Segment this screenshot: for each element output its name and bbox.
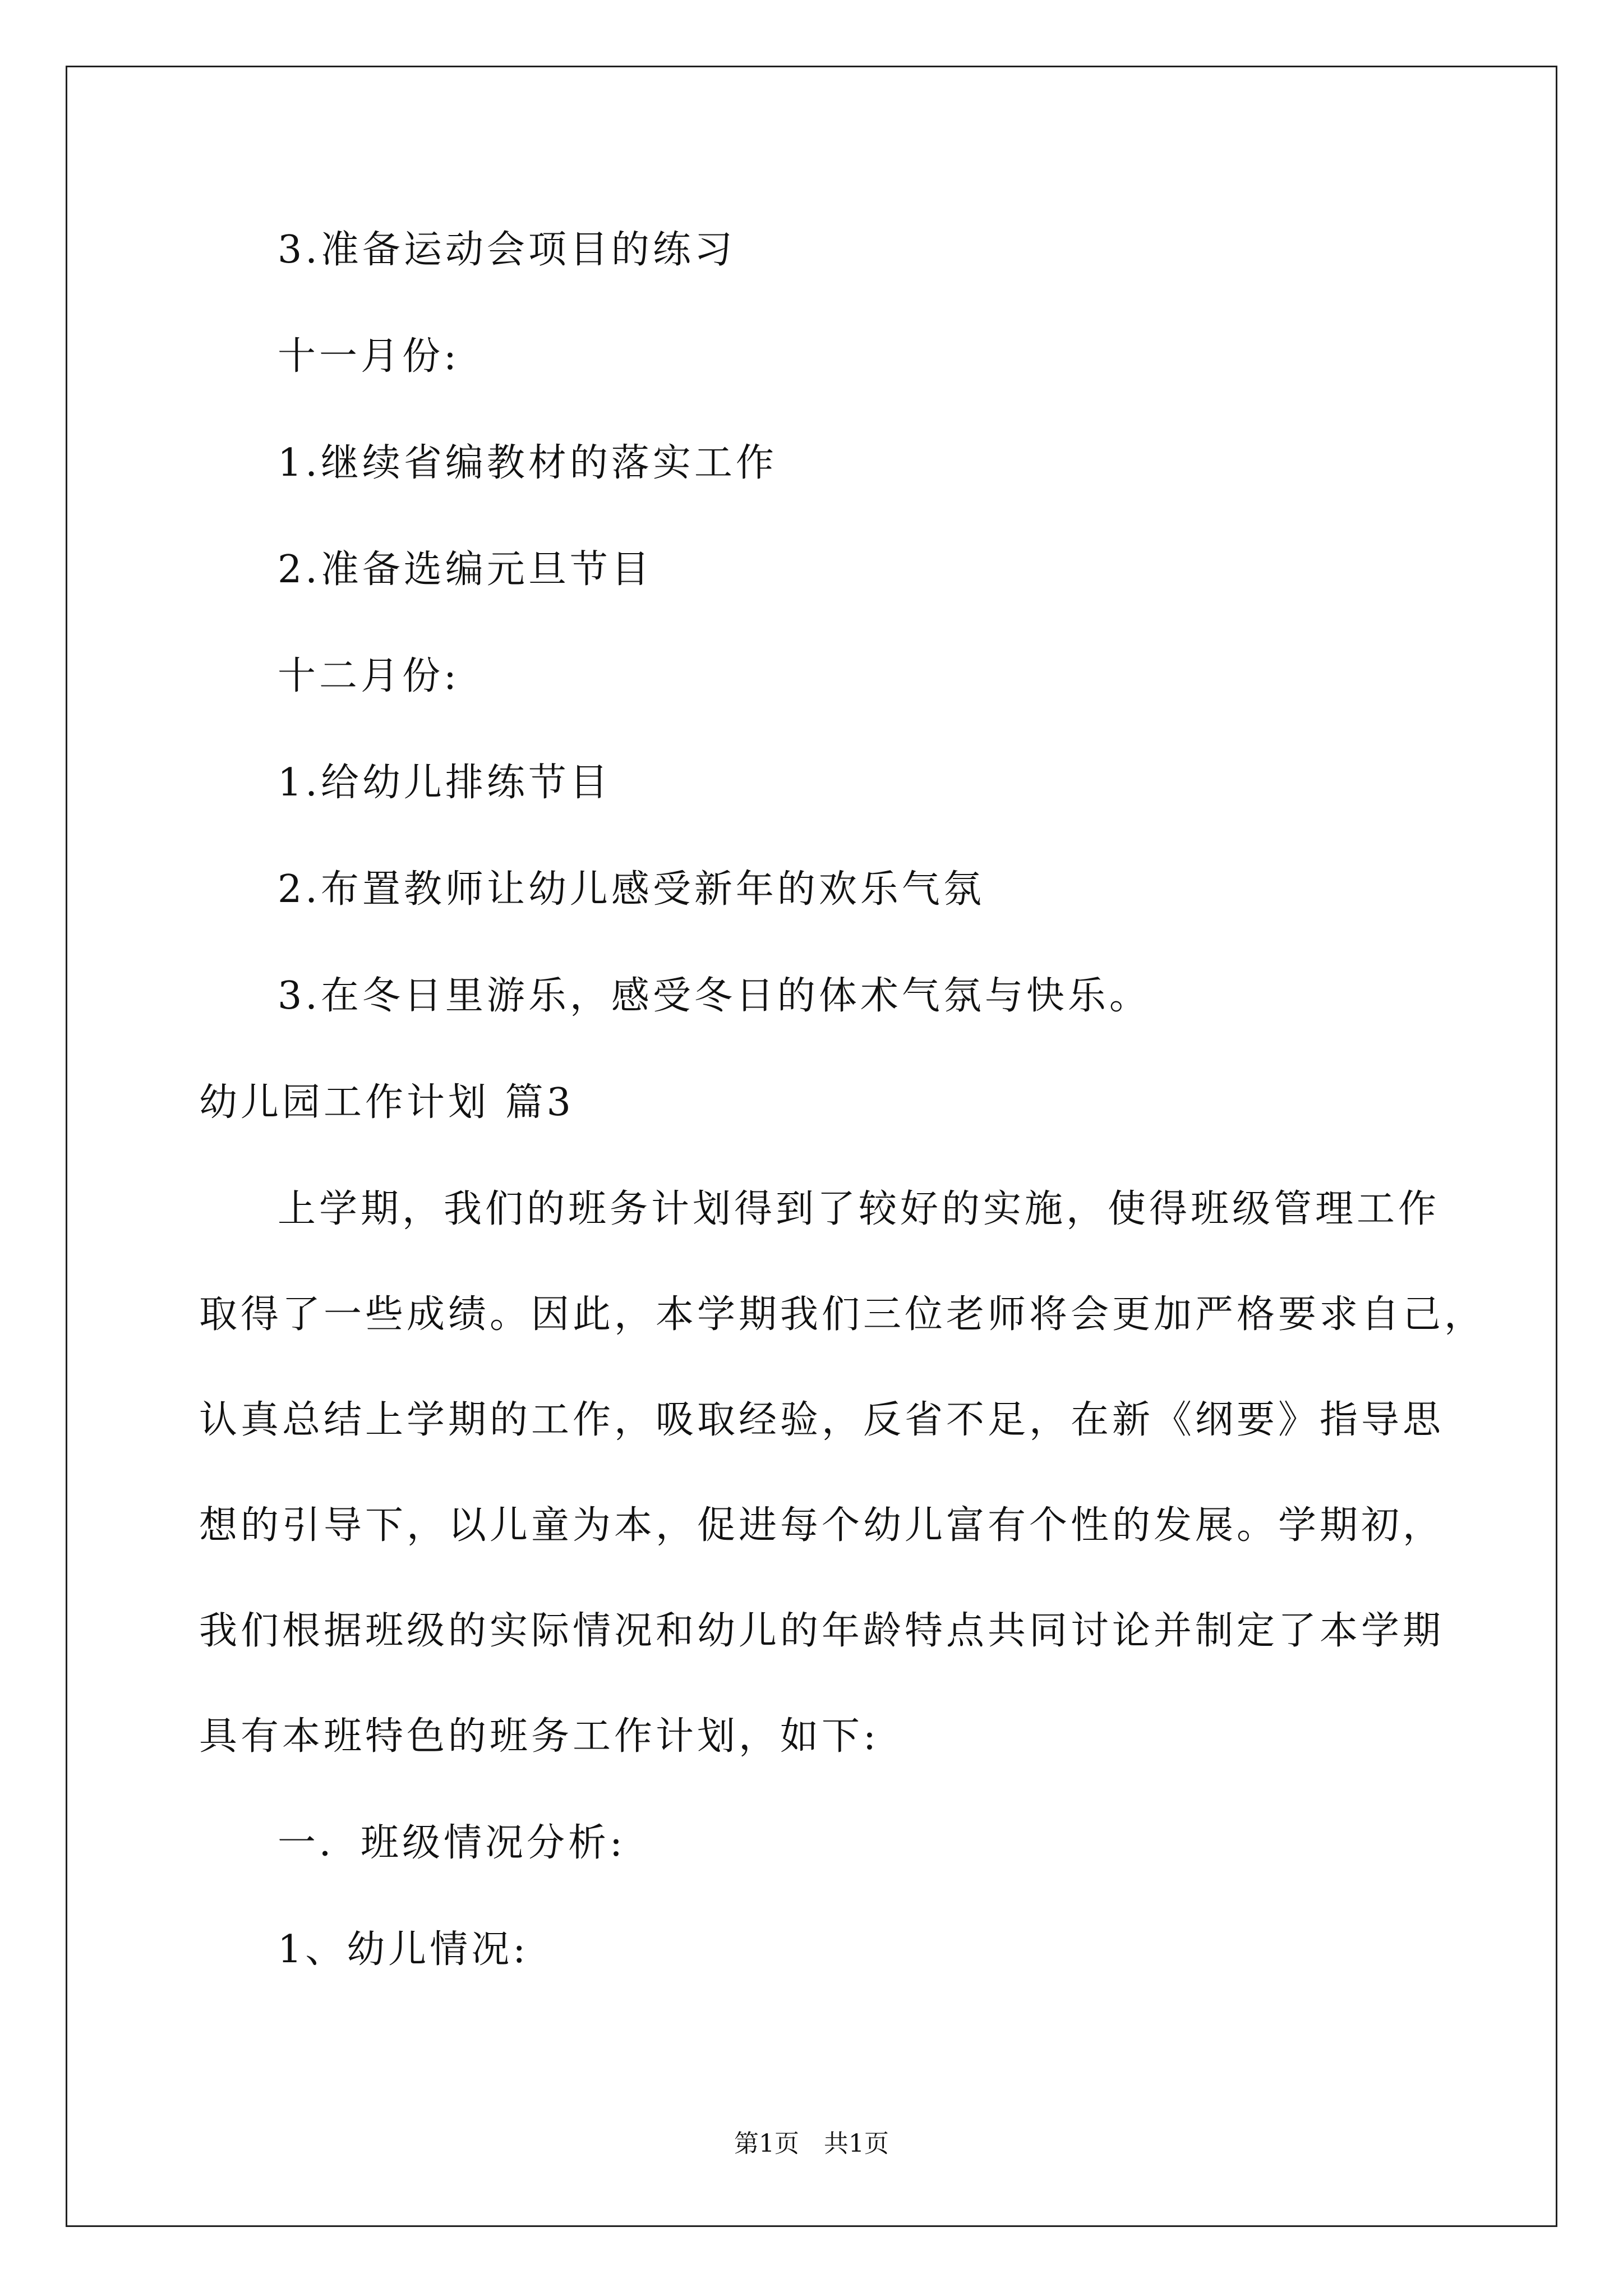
text-line: 一．班级情况分析:: [278, 1821, 626, 1865]
page-footer: 第1页 共1页: [734, 2129, 889, 2158]
text-line: 1.继续省编教材的落实工作: [278, 441, 777, 485]
text-line: 1、幼儿情况:: [278, 1927, 529, 1972]
text-line: 3.在冬日里游乐，感受冬日的体术气氛与快乐。: [278, 974, 1151, 1018]
text-line: 2.准备选编元旦节目: [278, 547, 653, 592]
paragraph-line: 取得了一些成绩。因此，本学期我们三位老师将会更加严格要求自己，: [199, 1292, 1486, 1337]
text-line: 1.给幼儿排练节目: [278, 761, 611, 805]
text-line: 2.布置教师让幼儿感受新年的欢乐气氛: [278, 867, 985, 912]
paragraph-line: 具有本班特色的班务工作计划，如下:: [199, 1714, 879, 1759]
text-line: 3.准备运动会项目的练习: [278, 228, 736, 272]
page-border: [66, 66, 1557, 2227]
paragraph-line: 上学期，我们的班务计划得到了较好的实施，使得班级管理工作: [278, 1187, 1440, 1231]
text-line: 十二月份:: [278, 654, 460, 698]
text-line: 十一月份:: [278, 334, 460, 379]
section-heading: 幼儿园工作计划 篇3: [199, 1080, 574, 1125]
paragraph-line: 认真总结上学期的工作，吸取经验，反省不足，在新《纲要》指导思: [199, 1398, 1445, 1442]
paragraph-line: 我们根据班级的实际情况和幼儿的年龄特点共同讨论并制定了本学期: [199, 1609, 1445, 1653]
paragraph-line: 想的引导下，以儿童为本，促进每个幼儿富有个性的发展。学期初，: [199, 1503, 1445, 1548]
paragraph: [199, 1187, 1486, 1823]
